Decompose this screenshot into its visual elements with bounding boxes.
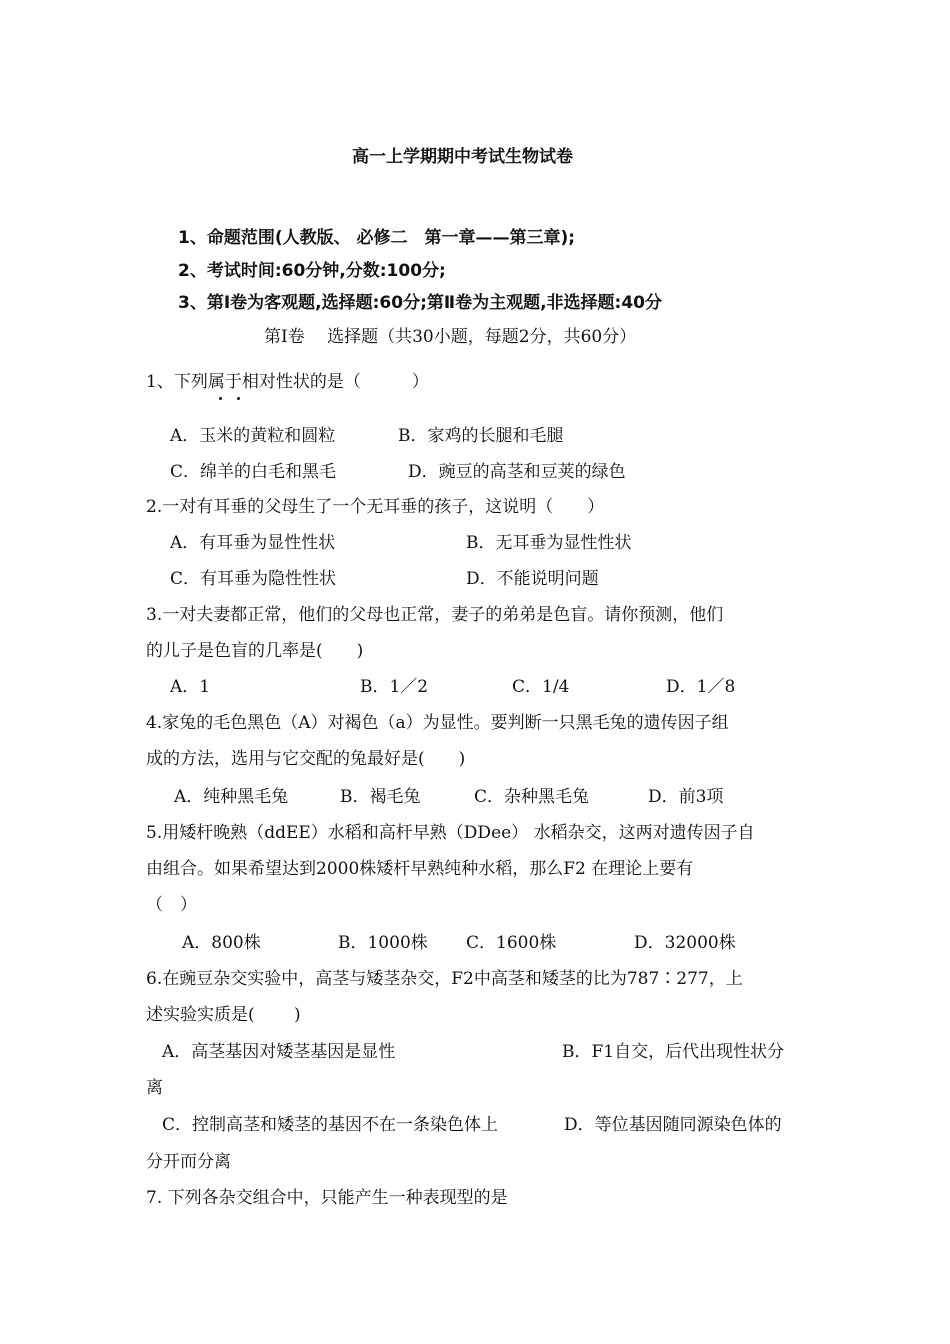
question-6-stem-line-1: 6.在豌豆杂交实验中，高茎与矮茎杂交，F2中高茎和矮茎的比为787∶277，上 [146,969,743,989]
emphasis-dot [237,397,240,400]
question-3-stem-line-2: 的儿子是色盲的几率是( ) [146,641,364,661]
question-1-option-d: D．豌豆的高茎和豆荚的绿色 [408,462,626,482]
question-1-option-a: A．玉米的黄粒和圆粒 [170,426,336,446]
note-scope: 1、命题范围(人教版、 必修二 第一章——第三章); [178,228,576,248]
question-3-option-b: B．1／2 [360,677,429,697]
question-1-option-c: C．绵羊的白毛和黑毛 [170,462,337,482]
note-structure: 3、第Ⅰ卷为客观题,选择题:60分;第Ⅱ卷为主观题,非选择题:40分 [178,293,662,313]
question-3-option-c: C．1/4 [512,677,570,697]
section-header: 第Ⅰ卷 选择题（共30小题，每题2分，共60分） [264,327,637,347]
question-3-stem-line-1: 3.一对夫妻都正常，他们的父母也正常，妻子的弟弟是色盲。请你预测，他们 [146,605,724,625]
question-6-option-c: C．控制高茎和矮茎的基因不在一条染色体上 [162,1115,499,1135]
question-4-option-a: A．纯种黑毛兔 [174,787,289,807]
question-5-option-b: B．1000株 [338,933,428,953]
question-5-option-d: D．32000株 [634,933,736,953]
question-5-option-c: C．1600株 [466,933,557,953]
question-2-option-a: A．有耳垂为显性性状 [170,533,336,553]
question-4-stem-line-2: 成的方法，选用与它交配的兔最好是( ) [146,749,466,769]
question-7-stem: 7. 下列各杂交组合中，只能产生一种表现型的是 [146,1188,508,1208]
question-3-option-d: D．1／8 [666,677,736,697]
emphasis-dot [219,397,222,400]
question-4-option-c: C．杂种黑毛兔 [474,787,590,807]
question-5-option-a: A．800株 [182,933,261,953]
question-6-option-d: D．等位基因随同源染色体的 [564,1115,782,1135]
question-1-stem: 1、下列属于相对性状的是（ ） [146,372,429,392]
note-time: 2、考试时间:60分钟,分数:100分; [178,261,446,281]
question-2-option-b: B．无耳垂为显性性状 [466,533,632,553]
question-1-option-b: B．家鸡的长腿和毛腿 [398,426,564,446]
question-3-option-a: A．1 [170,677,211,697]
question-4-stem-line-1: 4.家兔的毛色黑色（A）对褐色（a）为显性。要判断一只黑毛兔的遗传因子组 [146,713,729,733]
question-5-stem-line-1: 5.用矮杆晚熟（ddEE）水稻和高杆早熟（DDee） 水稻杂交，这两对遗传因子自 [146,823,755,843]
question-2-option-c: C．有耳垂为隐性性状 [170,569,337,589]
exam-title: 高一上学期期中考试生物试卷 [352,147,573,167]
question-6-option-b-continued: 离 [146,1078,163,1098]
question-6-stem-line-2: 述实验实质是( ) [146,1005,301,1025]
question-5-stem-line-3: （ ） [146,895,197,915]
question-2-option-d: D．不能说明问题 [466,569,599,589]
question-4-option-d: D．前3项 [648,787,724,807]
question-2-stem: 2.一对有耳垂的父母生了一个无耳垂的孩子，这说明（ ） [146,497,605,517]
question-4-option-b: B．褐毛兔 [340,787,421,807]
question-6-option-b: B．F1自交，后代出现性状分 [562,1042,785,1062]
question-6-option-a: A．高茎基因对矮茎基因是显性 [162,1042,396,1062]
question-5-stem-line-2: 由组合。如果希望达到2000株矮杆早熟纯种水稻，那么F2 在理论上要有 [146,859,694,879]
question-6-option-d-continued: 分开而分离 [146,1152,231,1172]
